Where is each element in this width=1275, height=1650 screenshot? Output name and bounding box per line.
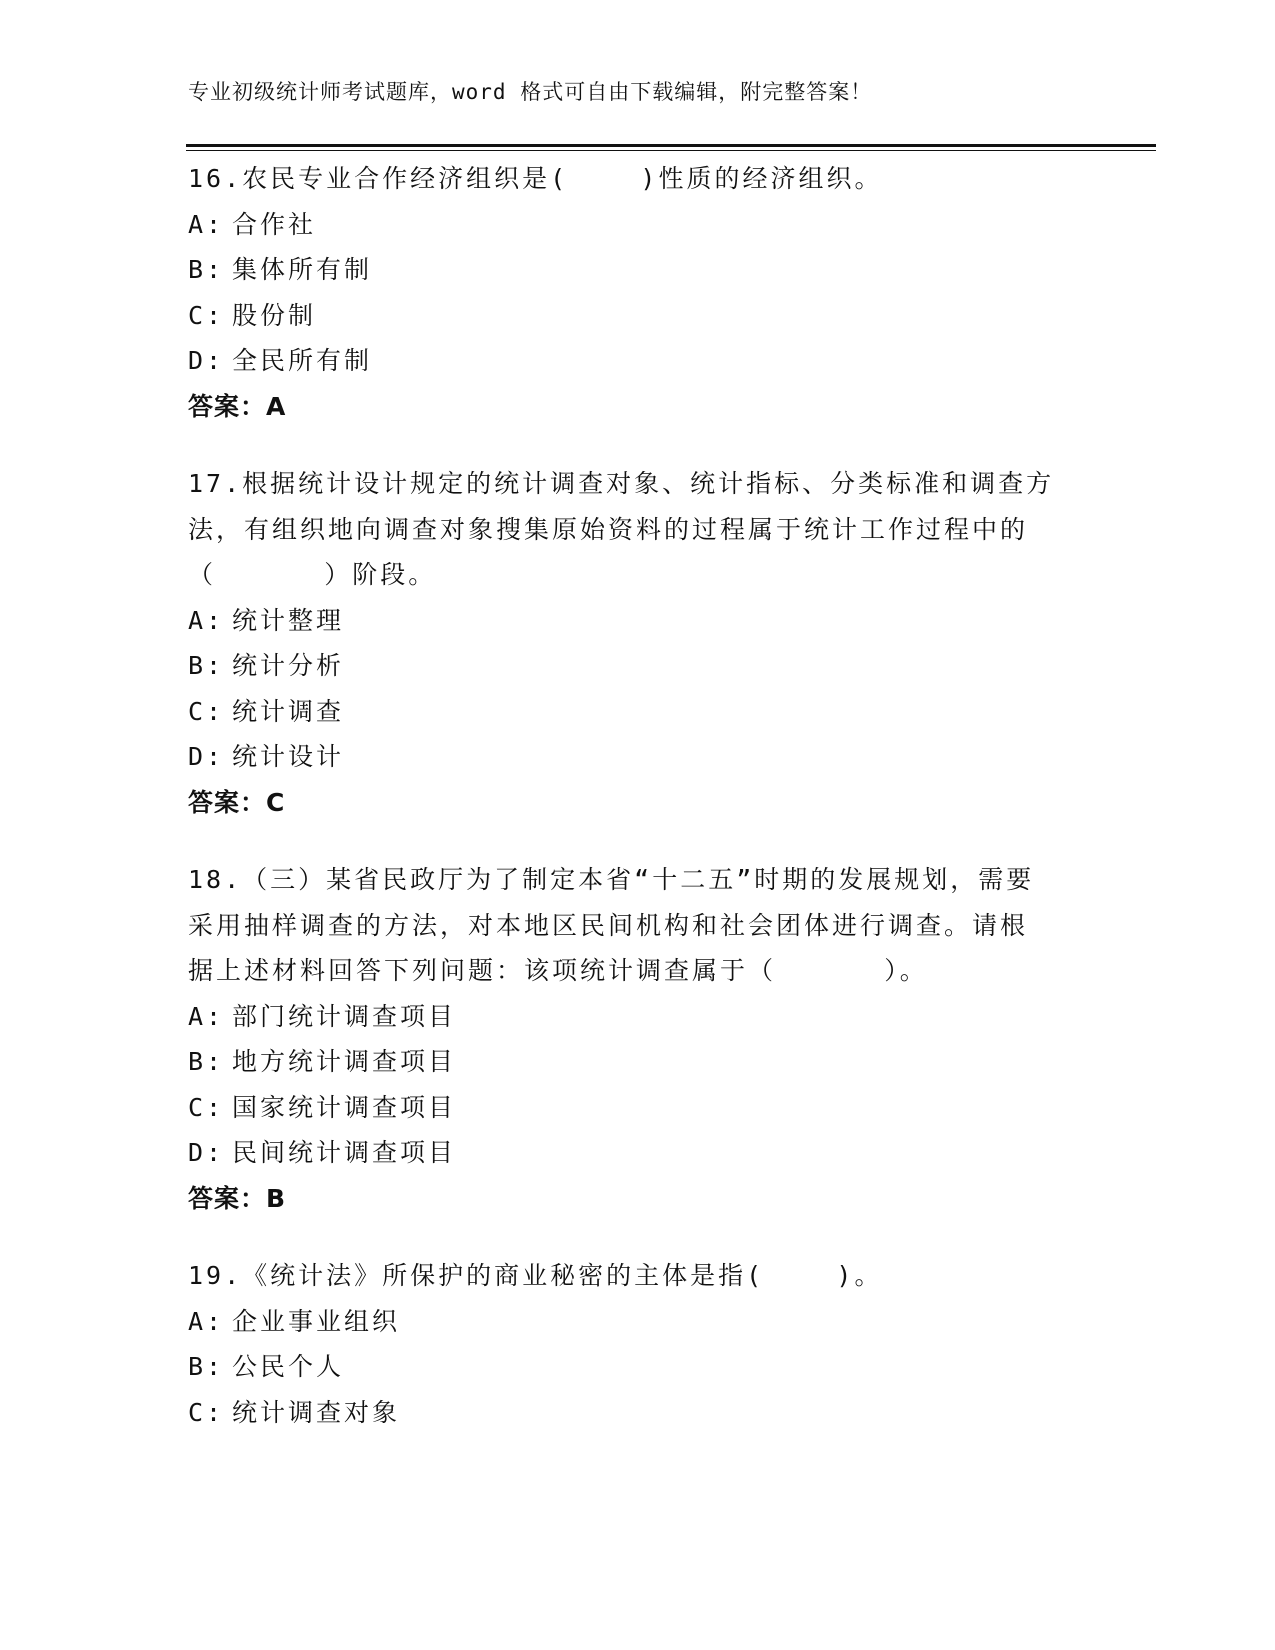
question-block xyxy=(188,461,1088,825)
option-key: C: xyxy=(188,1397,225,1427)
option-key: A: xyxy=(188,1306,225,1336)
question-stem-line: 采用抽样调查的方法，对本地区民间机构和社会团体进行调查。请根 xyxy=(188,910,1029,940)
option-text: 统计调查对象 xyxy=(232,1397,401,1427)
option-text: 公民个人 xyxy=(232,1352,345,1381)
answer-option xyxy=(188,689,1088,735)
question-stem-line: 17.根据统计设计规定的统计调查对象、统计指标、分类标准和调查方 xyxy=(188,469,1055,498)
option-text: 合作社 xyxy=(232,209,317,239)
option-key: C: xyxy=(188,300,225,330)
question-stem-line: 19.《统计法》所保护的商业秘密的主体是指( )。 xyxy=(188,1261,883,1290)
option-text: 统计设计 xyxy=(232,742,345,771)
answer-option xyxy=(188,1130,1088,1176)
page-header: 专业初级统计师考试题库，word 格式可自由下载编辑，附完整答案！ xyxy=(188,80,873,104)
option-text: 地方统计调查项目 xyxy=(232,1047,457,1076)
option-key: D: xyxy=(188,742,225,771)
question-stem-line: 16.农民专业合作经济组织是( )性质的经济组织。 xyxy=(188,164,883,193)
answer-option xyxy=(188,1085,1088,1131)
answer-option xyxy=(188,338,1088,384)
answer-option xyxy=(188,202,1088,248)
answer-key: 答案：C xyxy=(188,787,286,817)
question-stem-line: 法，有组织地向调查对象搜集原始资料的过程属于统计工作过程中的 xyxy=(188,514,1029,544)
option-key: B: xyxy=(188,1047,225,1076)
option-key: C: xyxy=(188,1092,225,1122)
question-stem-line: （ ）阶段。 xyxy=(188,560,437,589)
option-text: 统计调查 xyxy=(232,696,345,726)
answer-option xyxy=(188,1039,1088,1085)
option-key: A: xyxy=(188,1001,225,1031)
option-text: 国家统计调查项目 xyxy=(232,1092,457,1122)
answer-option xyxy=(188,734,1088,780)
option-text: 统计分析 xyxy=(232,651,345,680)
option-text: 民间统计调查项目 xyxy=(232,1138,457,1167)
answer-key: 答案：B xyxy=(188,1183,287,1213)
answer-option xyxy=(188,247,1088,293)
option-key: B: xyxy=(188,1352,225,1381)
option-text: 全民所有制 xyxy=(232,346,373,375)
answer-option xyxy=(188,1299,1088,1345)
question-stem-line: 据上述材料回答下列问题：该项统计调查属于（ ）。 xyxy=(188,956,928,985)
answer-key: 答案：A xyxy=(188,391,287,421)
header-rule-thin xyxy=(186,150,1156,151)
question-list xyxy=(188,156,1088,1467)
option-key: B: xyxy=(188,651,225,680)
option-key: A: xyxy=(188,209,225,239)
option-text: 集体所有制 xyxy=(232,255,373,284)
option-key: B: xyxy=(188,255,225,284)
option-key: D: xyxy=(188,1138,225,1167)
option-text: 统计整理 xyxy=(232,605,345,635)
question-block xyxy=(188,1253,1088,1435)
answer-option xyxy=(188,643,1088,689)
answer-option xyxy=(188,994,1088,1040)
option-text: 企业事业组织 xyxy=(232,1306,401,1336)
header-rule-thick xyxy=(186,144,1156,147)
answer-option xyxy=(188,293,1088,339)
option-key: C: xyxy=(188,696,225,726)
option-key: A: xyxy=(188,605,225,635)
option-text: 股份制 xyxy=(232,300,317,330)
option-text: 部门统计调查项目 xyxy=(232,1001,457,1031)
answer-option xyxy=(188,598,1088,644)
question-block xyxy=(188,857,1088,1221)
answer-option xyxy=(188,1390,1088,1436)
question-block xyxy=(188,156,1088,429)
question-stem-line: 18.（三）某省民政厅为了制定本省“十二五”时期的发展规划，需要 xyxy=(188,865,1035,894)
option-key: D: xyxy=(188,346,225,375)
answer-option xyxy=(188,1344,1088,1390)
